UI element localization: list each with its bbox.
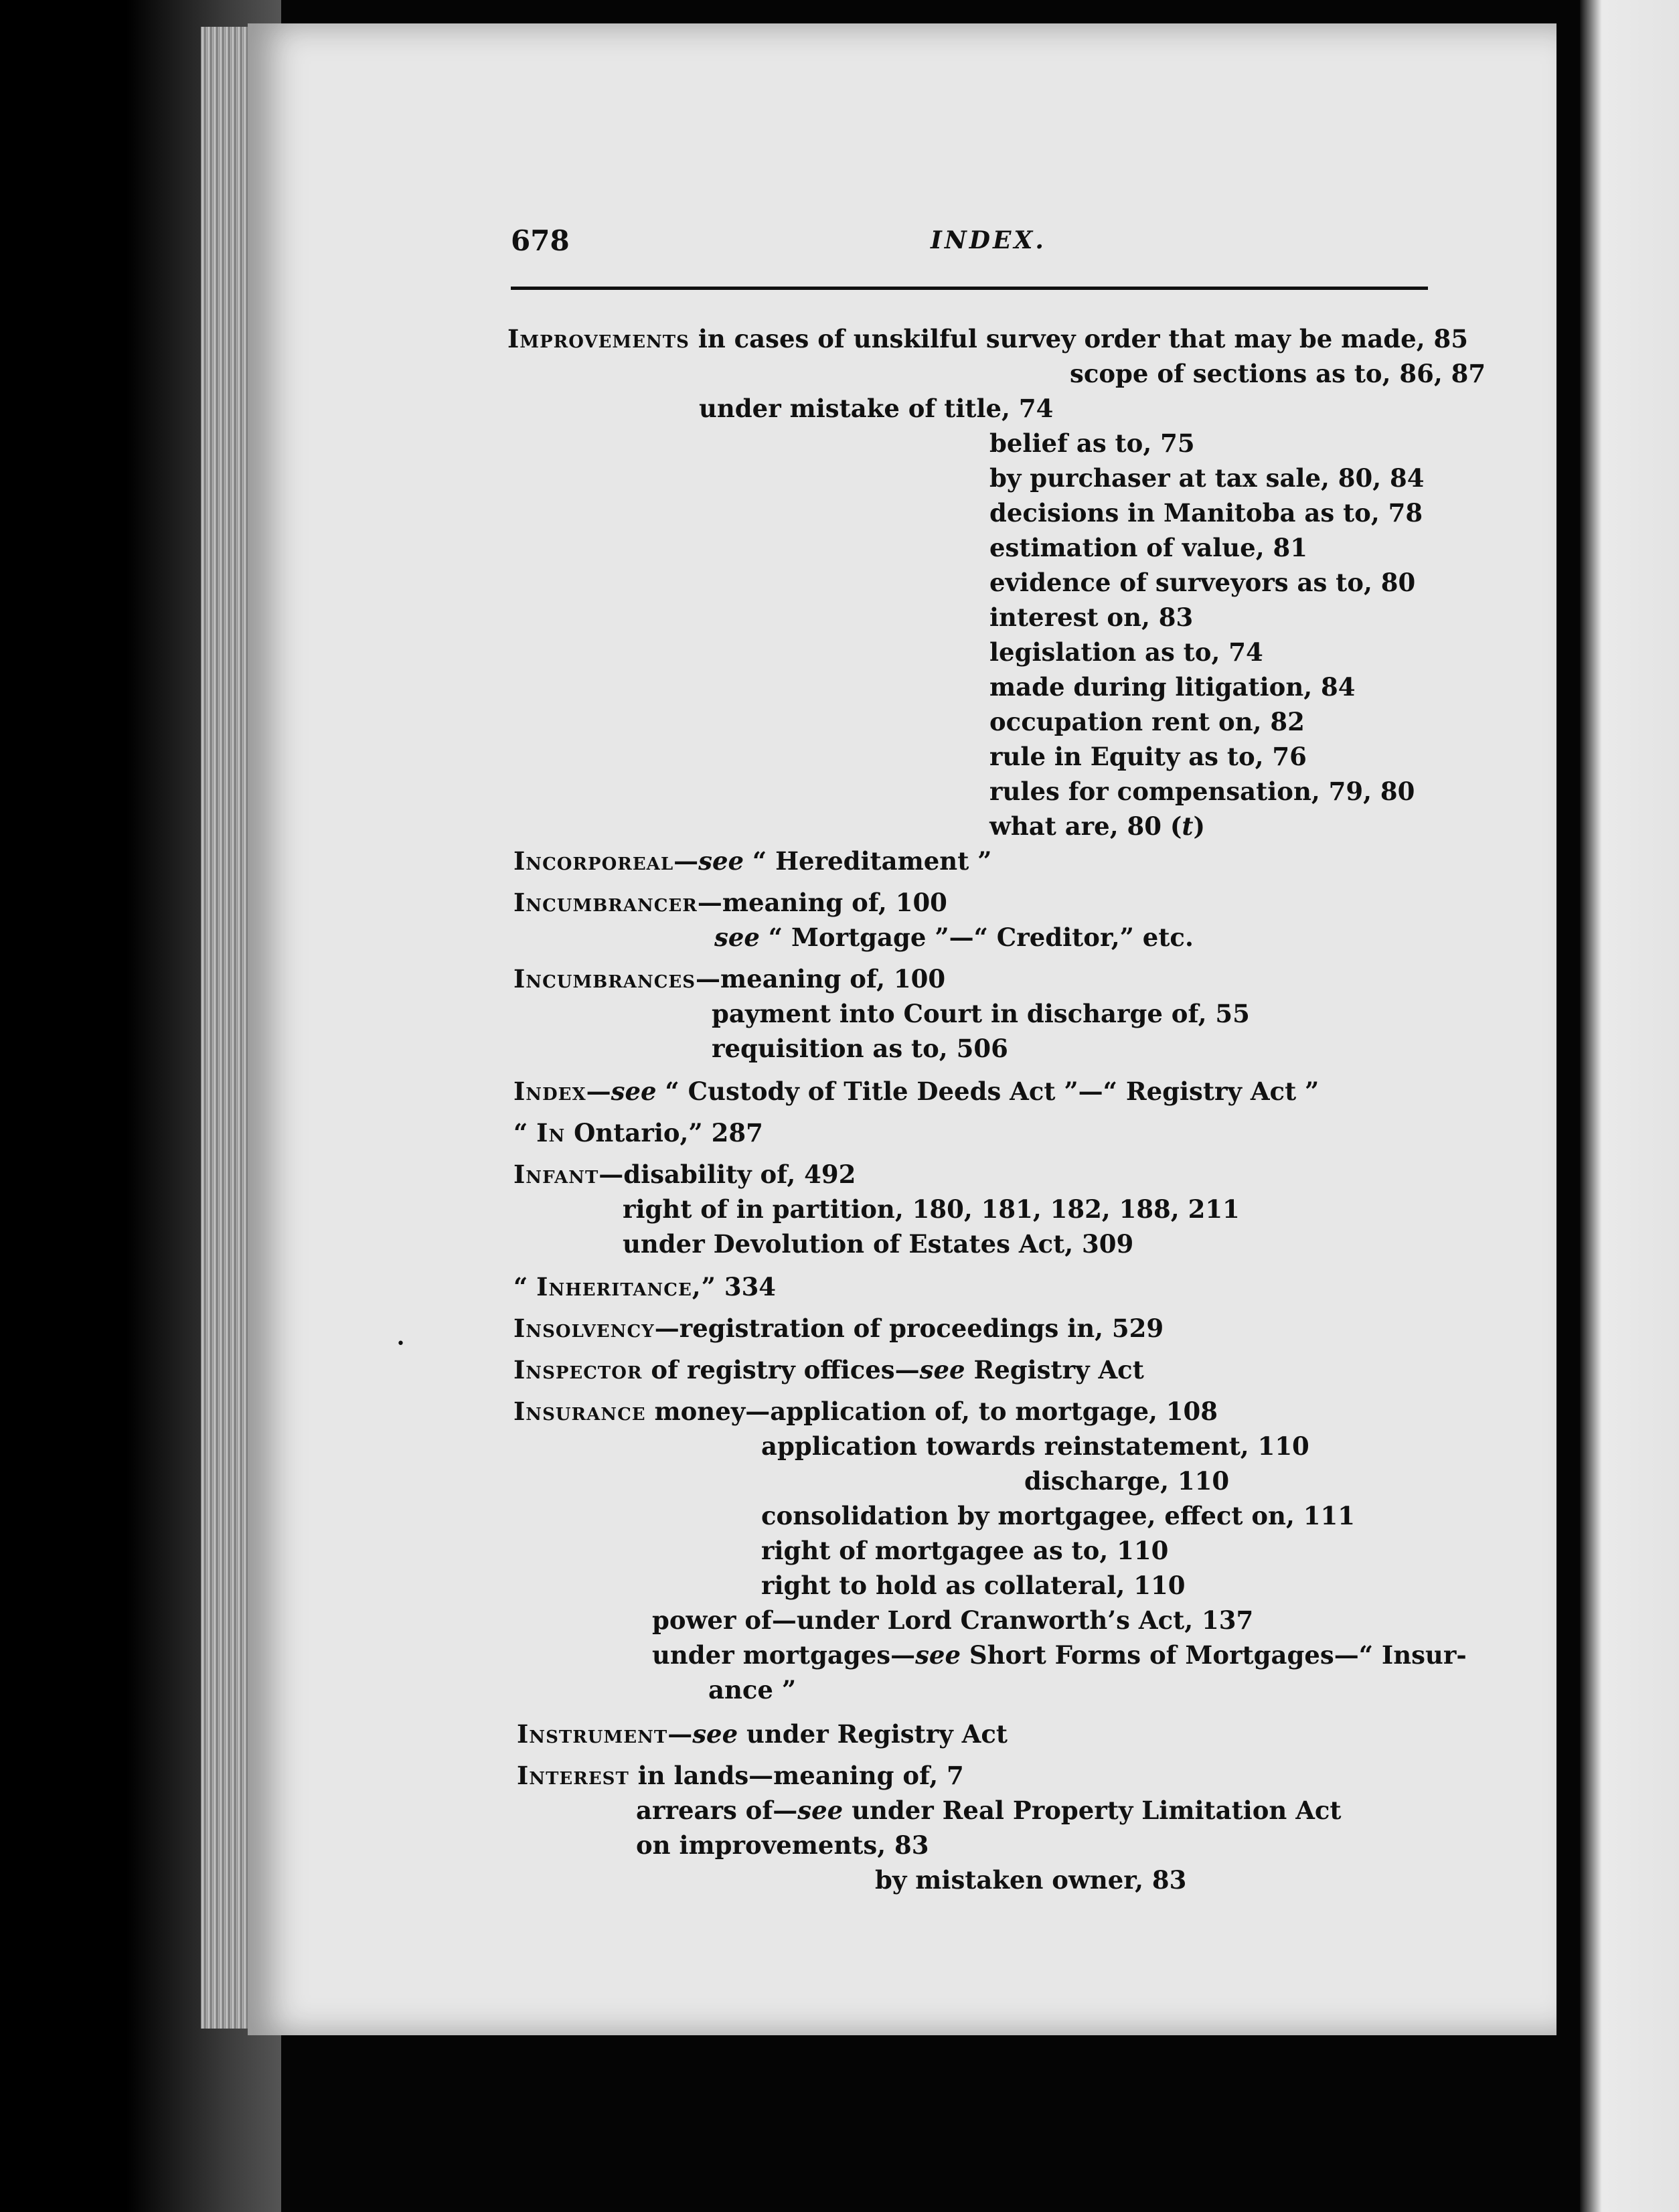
index-entry-incumbrances: Incumbrances—meaning of, 100 <box>513 964 946 994</box>
index-entry-inheritance: “ Inheritance,” 334 <box>513 1272 777 1301</box>
index-entry-inspector: Inspector of registry offices—see Registry Act <box>513 1355 1144 1385</box>
index-subentry: by purchaser at tax sale, 80, 84 <box>989 463 1425 493</box>
index-subentry: under mortgages—see Short Forms of Mortgages—“ Insur- <box>652 1640 1467 1670</box>
index-entry-infant: Infant—disability of, 492 <box>513 1160 856 1189</box>
ink-speck: • <box>396 1336 405 1352</box>
index-subentry: requisition as to, 506 <box>712 1034 1008 1063</box>
page-title: INDEX. <box>931 226 1046 254</box>
index-subentry: power of—under Lord Cranworth’s Act, 137 <box>652 1605 1254 1635</box>
index-entry-index: Index—see “ Custody of Title Deeds Act ”—“ Registry Act ” <box>513 1077 1320 1106</box>
index-subentry: see “ Mortgage ”—“ Creditor,” etc. <box>714 923 1194 952</box>
index-subentry: occupation rent on, 82 <box>989 707 1305 736</box>
index-entry-improvements <box>507 324 1468 353</box>
index-subentry: rule in Equity as to, 76 <box>989 742 1307 771</box>
index-subentry: decisions in Manitoba as to, 78 <box>989 498 1423 528</box>
header-rule <box>511 287 1428 290</box>
index-subentry: belief as to, 75 <box>989 428 1195 458</box>
index-subentry: discharge, 110 <box>1024 1466 1230 1496</box>
index-subentry: on improvements, 83 <box>636 1830 929 1860</box>
index-entry-incorporeal: Incorporeal—see “ Hereditament ” <box>513 846 992 876</box>
index-subentry: right of in partition, 180, 181, 182, 188, 211 <box>623 1194 1240 1224</box>
page-number: 678 <box>511 224 570 257</box>
facing-page-edge <box>1580 0 1679 2212</box>
index-subentry: made during litigation, 84 <box>989 672 1356 702</box>
index-subentry: under Devolution of Estates Act, 309 <box>623 1229 1134 1259</box>
index-subentry: under mistake of title, 74 <box>699 394 1054 423</box>
index-subentry: by mistaken owner, 83 <box>875 1865 1187 1895</box>
index-entry-insolvency: Insolvency—registration of proceedings in, 529 <box>513 1314 1164 1343</box>
index-subentry: ance ” <box>708 1675 797 1705</box>
index-subentry: application towards reinstatement, 110 <box>761 1431 1309 1461</box>
index-entry-interest: Interest in lands—meaning of, 7 <box>517 1761 964 1790</box>
index-subentry: evidence of surveyors as to, 80 <box>989 568 1416 597</box>
index-subentry: what are, 80 (t) <box>989 811 1205 841</box>
index-subentry: right to hold as collateral, 110 <box>761 1571 1186 1600</box>
index-entry-insurance: Insurance money—application of, to mortgage, 108 <box>513 1397 1218 1426</box>
index-entry-incumbrancer: Incumbrancer—meaning of, 100 <box>513 888 947 917</box>
index-subentry: scope of sections as to, 86, 87 <box>1070 359 1486 388</box>
index-subentry: estimation of value, 81 <box>989 533 1307 562</box>
index-entry-in-ontario: “ In Ontario,” 287 <box>513 1118 763 1148</box>
index-subentry: payment into Court in discharge of, 55 <box>712 999 1250 1028</box>
index-subentry: consolidation by mortgagee, effect on, 111 <box>761 1501 1355 1530</box>
entry-text: in cases of unskilful survey order that may be made, 85 <box>698 324 1468 353</box>
index-subentry: interest on, 83 <box>989 603 1194 632</box>
index-subentry: legislation as to, 74 <box>989 637 1263 667</box>
index-subentry: right of mortgagee as to, 110 <box>761 1536 1169 1565</box>
index-entry-instrument: Instrument—see under Registry Act <box>517 1719 1008 1749</box>
entry-heading: Improvements <box>507 324 690 353</box>
index-subentry: arrears of—see under Real Property Limitation Act <box>636 1796 1342 1825</box>
index-subentry: rules for compensation, 79, 80 <box>989 777 1415 806</box>
